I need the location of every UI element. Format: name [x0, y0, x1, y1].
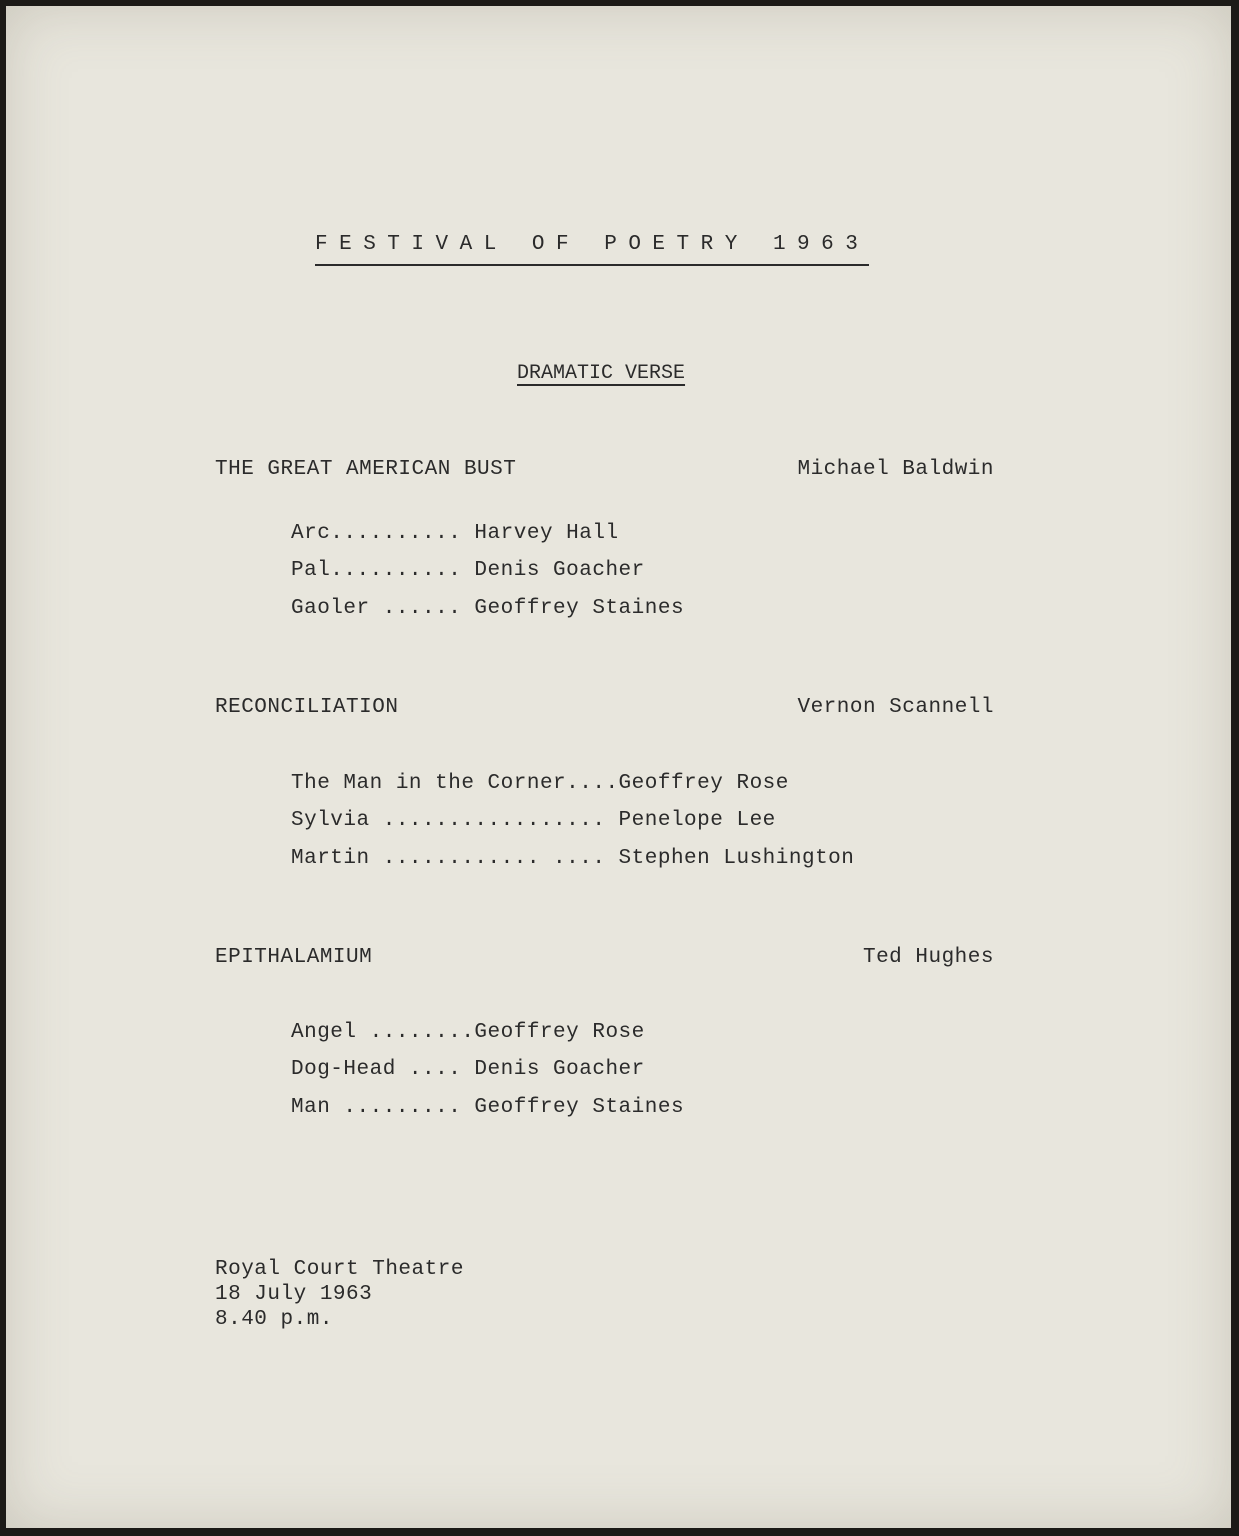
work-title: THE GREAT AMERICAN BUST [215, 458, 517, 481]
cast-line: The Man in the Corner....Geoffrey Rose [291, 772, 789, 795]
cast-line: Dog-Head .... Denis Goacher [291, 1058, 645, 1081]
cast-line: Angel ........Geoffrey Rose [291, 1021, 645, 1044]
work-title: EPITHALAMIUM [215, 946, 373, 969]
work-title: RECONCILIATION [215, 696, 399, 719]
cast-line: Gaoler ...... Geoffrey Staines [291, 597, 685, 620]
programme-sheet [6, 6, 1231, 1528]
performance-date: 18 July 1963 [215, 1283, 373, 1306]
work-author: Michael Baldwin [797, 458, 994, 481]
work-author: Vernon Scannell [797, 696, 994, 719]
performance-time: 8.40 p.m. [215, 1308, 333, 1331]
section-heading: DRAMATIC VERSE [517, 362, 686, 385]
venue-name: Royal Court Theatre [215, 1258, 464, 1281]
cast-line: Sylvia ................. Penelope Lee [291, 809, 776, 832]
cast-line: Arc.......... Harvey Hall [291, 522, 619, 545]
page-title: FESTIVAL OF POETRY 1963 [315, 233, 869, 266]
cast-line: Pal.......... Denis Goacher [291, 559, 645, 582]
work-author: Ted Hughes [862, 946, 994, 969]
cast-line: Man ......... Geoffrey Staines [291, 1096, 685, 1119]
cast-line: Martin ............ .... Stephen Lushington [291, 847, 855, 870]
